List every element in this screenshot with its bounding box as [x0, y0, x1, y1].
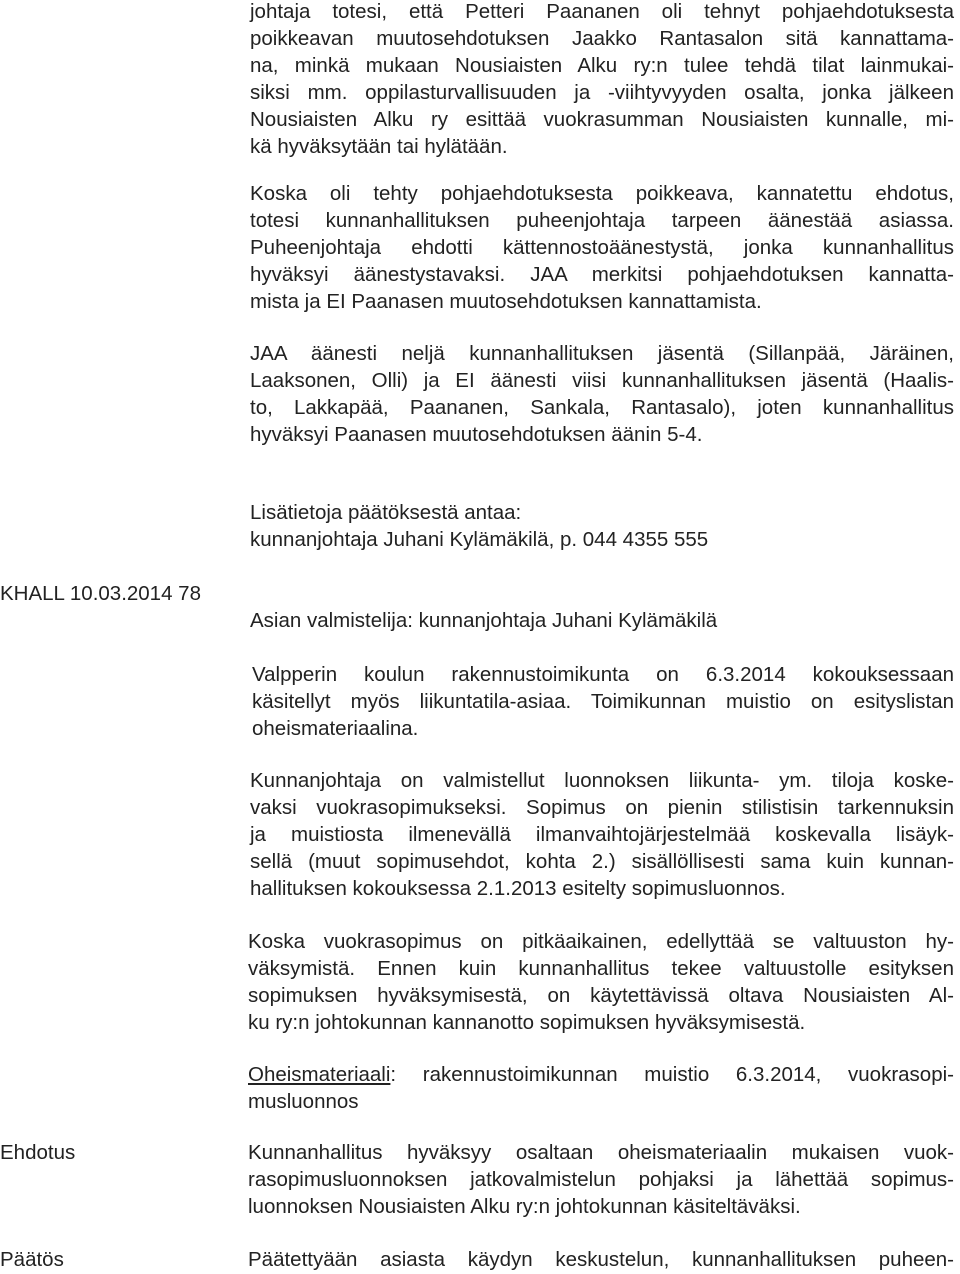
- attachments-list: : rakennustoimikunnan muistio 6.3.2014, vuokrasopi-: [390, 1063, 954, 1086]
- text-line: totesi kunnanhallituksen puheenjohtaja tarpeen äänestää asiassa.: [250, 209, 954, 232]
- decision-text: [248, 1246, 954, 1273]
- text-line: Koska oli tehty pohjaehdotuksesta poikkeava, kannatettu ehdotus,: [250, 182, 954, 205]
- text-line: na, minkä mukaan Nousiaisten Alku ry:n tulee tehdä tilat lainmukai-: [250, 54, 954, 77]
- section-reference: KHALL 10.03.2014 78: [0, 582, 201, 605]
- text-line: [248, 1061, 954, 1088]
- paragraph-lease-draft: [250, 767, 954, 902]
- text-line: Lisätietoja päätöksestä antaa:: [250, 501, 522, 524]
- decision-label: Päätös: [0, 1248, 64, 1271]
- contact-info: [250, 499, 708, 553]
- text-line: Kunnanjohtaja on valmistellut luonnoksen liikunta- ym. tiloja koske-: [250, 769, 954, 792]
- text-line: to, Lakkapää, Paananen, Sankala, Rantasalo), joten kunnanhallitus: [250, 396, 954, 419]
- text-line: johtaja totesi, että Petteri Paananen oli tehnyt pohjaehdotuksesta: [250, 0, 954, 23]
- text-line: Valpperin koulun rakennustoimikunta on 6.3.2014 kokouksessaan: [252, 663, 954, 686]
- text-line: Kunnanhallitus hyväksyy osaltaan oheismateriaalin mukaisen vuok-: [248, 1141, 954, 1164]
- text-line: sellä (muut sopimusehdot, kohta 2.) sisällöllisesti sama kuin kunnan-: [250, 850, 954, 873]
- text-line: Päätettyään asiasta käydyn keskustelun, kunnanhallituksen puheen-: [248, 1248, 954, 1271]
- text-line: Laaksonen, Olli) ja EI äänesti viisi kunnanhallituksen jäsentä (Haalis-: [250, 369, 954, 392]
- text-line: vaksi vuokrasopimukseksi. Sopimus on pienin stilistisin tarkennuksin: [250, 796, 954, 819]
- text-line: JAA äänesti neljä kunnanhallituksen jäsentä (Sillanpää, Järäinen,: [250, 342, 954, 365]
- text-line: oheismateriaalina.: [252, 717, 419, 740]
- text-line: hallituksen kokouksessa 2.1.2013 esitelty sopimusluonnos.: [250, 877, 786, 900]
- text-line: siksi mm. oppilasturvallisuuden ja -viihtyvyyden osalta, jonka jälkeen: [250, 81, 954, 104]
- text-line: rasopimusluonnoksen jatkovalmistelun pohjaksi ja lähettää sopimus-: [248, 1168, 954, 1191]
- text-line: poikkeavan muutosehdotuksen Jaakko Rantasalon sitä kannattama-: [250, 27, 954, 50]
- text-line: musluonnos: [248, 1090, 359, 1113]
- text-line: käsitellyt myös liikuntatila-asiaa. Toimikunnan muistio on esityslistan: [252, 690, 954, 713]
- text-line: sopimuksen hyväksymisestä, on käytettävissä oltava Nousiaisten Al-: [248, 984, 954, 1007]
- proposal-text: [248, 1139, 954, 1220]
- text-line: ku ry:n johtokunnan kannanotto sopimuksen hyväksymisestä.: [248, 1011, 806, 1034]
- paragraph-council-approval: [248, 928, 954, 1036]
- text-line: Puheenjohtaja ehdotti kättennostoäänestystä, jonka kunnanhallitus: [250, 236, 954, 259]
- text-line: ja muistiosta ilmenevällä ilmanvaihtojärjestelmää koskevalla lisäyk-: [250, 823, 954, 846]
- paragraph-voting-procedure: [250, 180, 954, 315]
- text-line: kunnanjohtaja Juhani Kylämäkilä, p. 044 4355 555: [250, 528, 709, 551]
- text-line: hyväksyi Paanasen muutosehdotuksen äänin 5-4.: [250, 423, 703, 446]
- text-line: väksymistä. Ennen kuin kunnanhallitus tekee valtuustolle esityksen: [248, 957, 954, 980]
- text-line: hyväksyi äänestystavaksi. JAA merkitsi pohjaehdotuksen kannatta-: [250, 263, 954, 286]
- preparer-line: [250, 607, 717, 634]
- paragraph-voting-background: [250, 0, 954, 160]
- attachments-note: [248, 1061, 954, 1115]
- text-line: mista ja EI Paanasen muutosehdotuksen kannattamista.: [250, 290, 762, 313]
- text-line: luonnoksen Nousiaisten Alku ry:n johtokunnan käsiteltäväksi.: [248, 1195, 801, 1218]
- proposal-label: Ehdotus: [0, 1141, 76, 1164]
- text-line: Koska vuokrasopimus on pitkäaikainen, edellyttää se valtuuston hy-: [248, 930, 954, 953]
- attachments-label: Oheismateriaali: [248, 1063, 391, 1086]
- paragraph-committee: [252, 661, 954, 742]
- text-line: Asian valmistelija: kunnanjohtaja Juhani Kylämäkilä: [250, 609, 718, 632]
- text-line: Nousiaisten Alku ry esittää vuokrasumman Nousiaisten kunnalle, mi-: [250, 108, 954, 131]
- paragraph-voting-result: [250, 340, 954, 448]
- text-line: kä hyväksytään tai hylätään.: [250, 135, 508, 158]
